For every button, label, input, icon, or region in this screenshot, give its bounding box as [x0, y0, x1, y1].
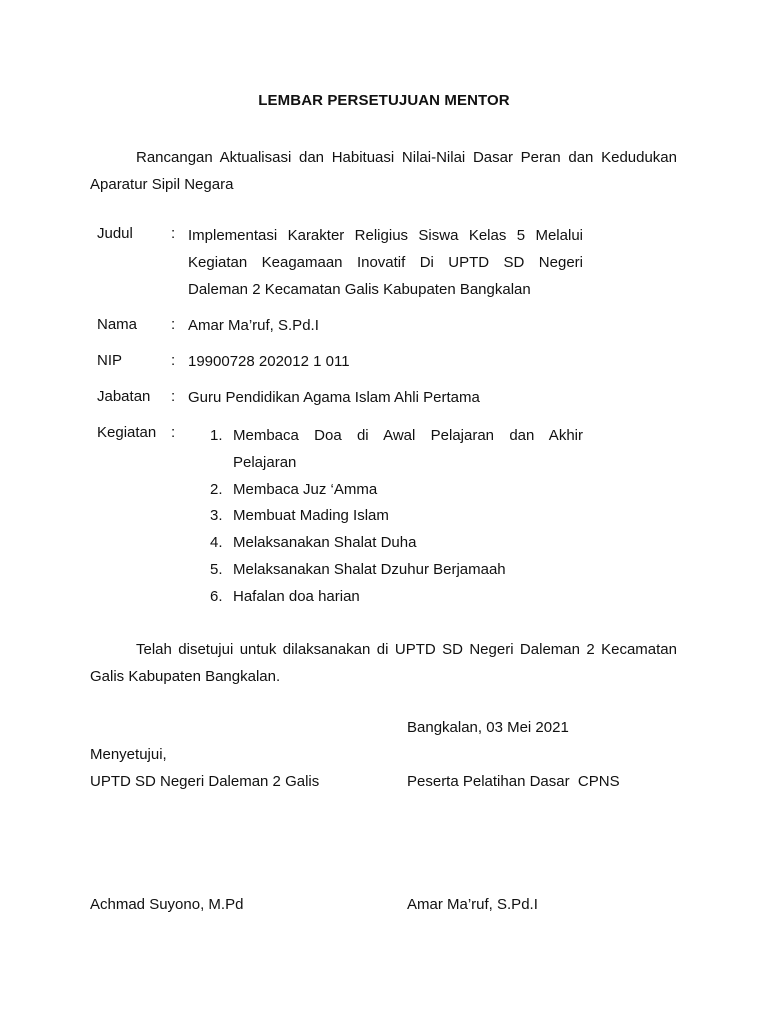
- list-item-text: Melaksanakan Shalat Dzuhur Berjamaah: [233, 560, 506, 578]
- judul-label: Judul: [97, 225, 133, 242]
- right-signer-role: Peserta Pelatihan Dasar CPNS: [407, 773, 620, 790]
- nama-colon: :: [171, 316, 176, 333]
- list-item: [205, 423, 583, 477]
- list-item-text: Hafalan doa harian: [233, 587, 360, 605]
- list-item-number: 4.: [210, 534, 223, 552]
- jabatan-colon: :: [171, 388, 176, 405]
- list-item-number: 3.: [210, 507, 223, 525]
- nip-colon: :: [171, 352, 176, 369]
- list-item: [205, 584, 583, 611]
- judul-line: Daleman 2 Kecamatan Galis Kabupaten Bangkalan: [188, 281, 531, 298]
- judul-value: [188, 222, 583, 303]
- list-item-number: 6.: [210, 587, 223, 605]
- document-title: LEMBAR PERSETUJUAN MENTOR: [258, 92, 510, 109]
- kegiatan-list: [205, 423, 583, 611]
- list-item: [205, 557, 583, 584]
- right-signer-name: Amar Ma’ruf, S.Pd.I: [407, 896, 538, 913]
- place-date: Bangkalan, 03 Mei 2021: [407, 719, 569, 736]
- left-signer-role: UPTD SD Negeri Daleman 2 Galis: [90, 773, 320, 790]
- nip-label: NIP: [97, 352, 123, 369]
- list-item-number: 1.: [210, 427, 223, 444]
- nama-label: Nama: [97, 316, 138, 333]
- judul-colon: :: [171, 225, 176, 242]
- judul-line: Kegiatan Keagamaan Inovatif Di UPTD SD Negeri: [188, 254, 583, 271]
- kegiatan-label: Kegiatan: [97, 424, 157, 441]
- intro-paragraph: Rancangan Aktualisasi dan Habituasi Nilai-Nilai Dasar Peran dan Kedudukan Aparatur Sipil Negara: [90, 149, 677, 193]
- list-item-line: Pelajaran: [233, 453, 297, 471]
- list-item-line: Membaca Doa di Awal Pelajaran dan Akhir: [233, 427, 583, 444]
- list-item-text: [233, 423, 583, 477]
- list-item-text: Membaca Juz ‘Amma: [233, 480, 378, 498]
- list-item: [205, 477, 583, 504]
- kegiatan-colon: :: [171, 424, 176, 441]
- judul-line: Implementasi Karakter Religius Siswa Kelas 5 Melalui: [188, 227, 583, 244]
- list-item-text: Melaksanakan Shalat Duha: [233, 534, 417, 552]
- list-item-text: Membuat Mading Islam: [233, 507, 389, 525]
- closing-paragraph: Telah disetujui untuk dilaksanakan di UPTD SD Negeri Daleman 2 Kecamatan Galis Kabupaten Bangkalan.: [90, 641, 677, 685]
- list-item: [205, 530, 583, 557]
- approve-label: Menyetujui,: [90, 746, 167, 763]
- list-item-number: 2.: [210, 480, 223, 498]
- jabatan-value: Guru Pendidikan Agama Islam Ahli Pertama: [188, 389, 480, 406]
- jabatan-label: Jabatan: [97, 388, 151, 405]
- left-signer-name: Achmad Suyono, M.Pd: [90, 896, 244, 913]
- nip-value: 19900728 202012 1 011: [188, 353, 350, 370]
- list-item: [205, 503, 583, 530]
- nama-value: Amar Ma’ruf, S.Pd.I: [188, 317, 319, 334]
- list-item-number: 5.: [210, 560, 223, 578]
